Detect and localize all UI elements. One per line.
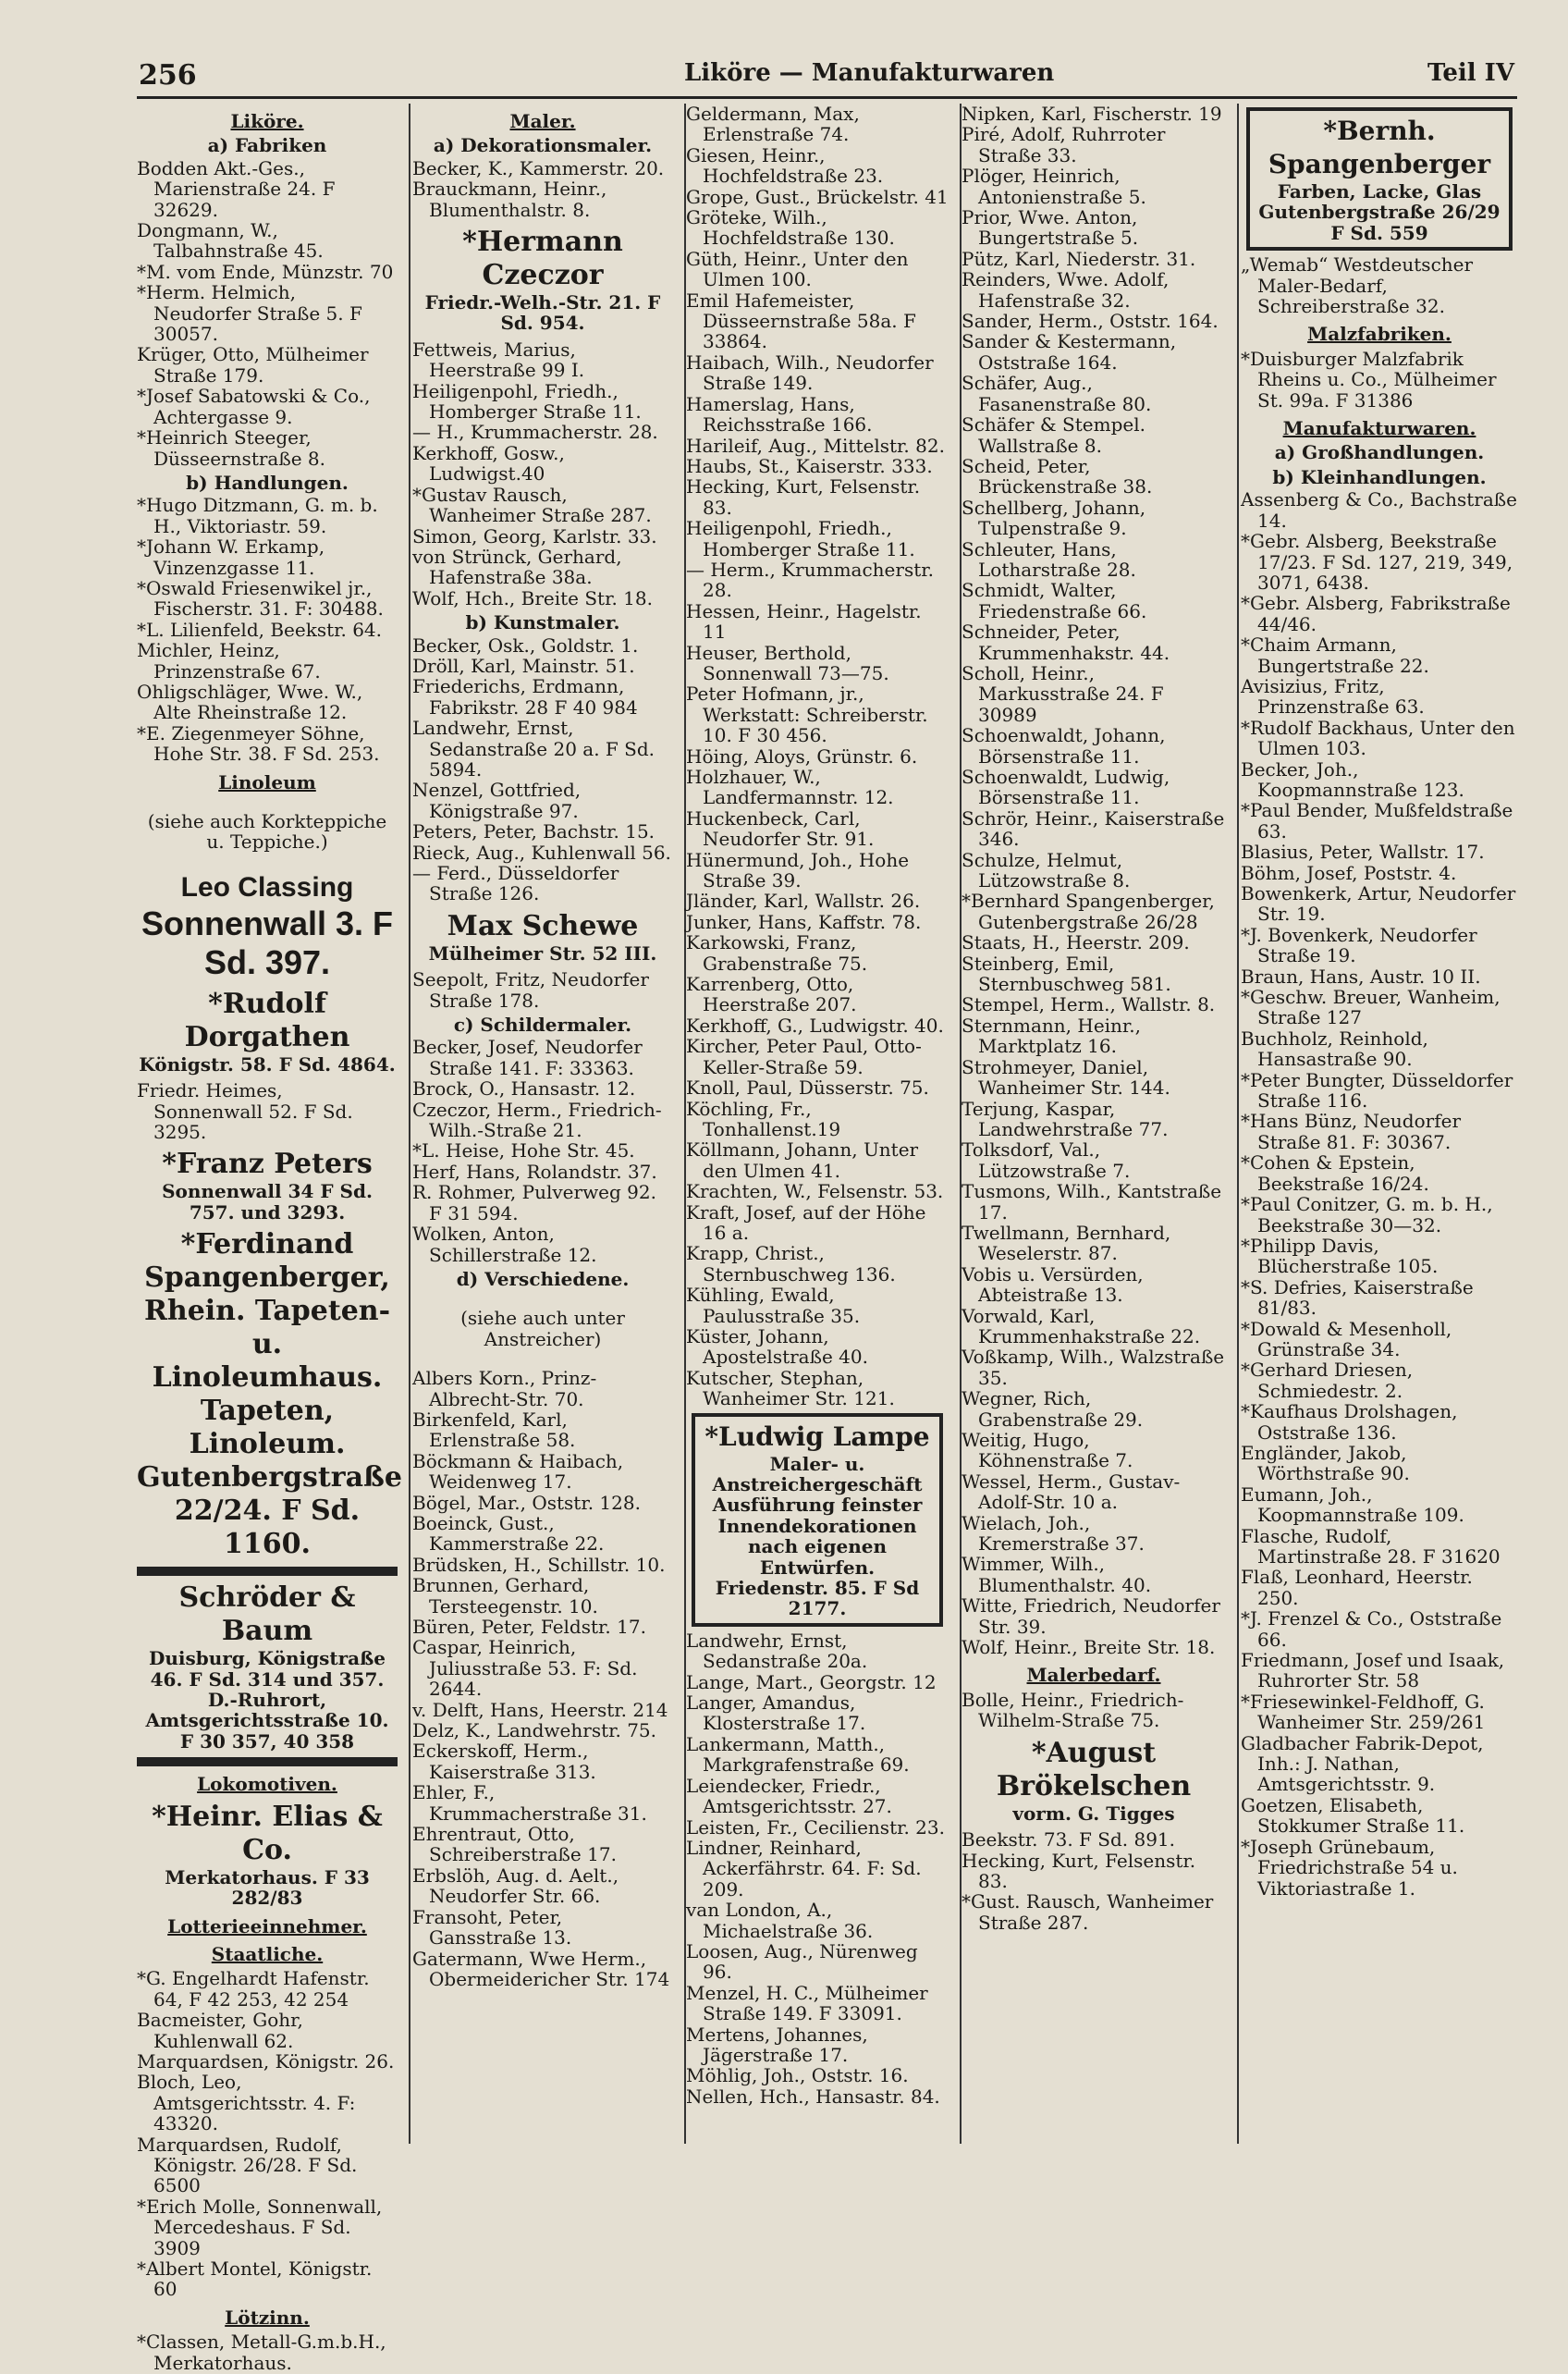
directory-entry: Michler, Heinz, Prinzenstraße 67. (137, 639, 321, 683)
directory-entry: Delz, K., Landwehrstr. 75. (412, 1719, 657, 1742)
directory-entry: *Rudolf Backhaus, Unter den Ulmen 103. (1241, 716, 1515, 760)
directory-entry: Herf, Hans, Rolandstr. 37. (412, 1160, 657, 1183)
directory-entry: Bodden Akt.-Ges., Marienstraße 24. F 32629. (137, 156, 336, 221)
directory-entry: Huckenbeck, Carl, Neudorfer Str. 91. (686, 806, 875, 851)
column-3 (686, 104, 949, 2144)
directory-entry: Harileif, Aug., Mittelstr. 82. (686, 434, 945, 457)
directory-entry: Kircher, Peter Paul, Otto-Keller-Straße 59. (686, 1035, 922, 1078)
directory-entry: Wolken, Anton, Schillerstraße 12. (412, 1223, 597, 1266)
directory-entry: Dongmann, W., Talbahnstraße 45. (137, 219, 324, 263)
directory-entry: Köllmann, Johann, Unter den Ulmen 41. (686, 1138, 919, 1182)
directory-entry: Becker, K., Kammerstr. 20. (412, 156, 665, 179)
directory-entry: Schneider, Peter, Krummenhakstr. 44. (962, 621, 1170, 664)
directory-entry: *Chaim Armann, Bungertstraße 22. (1241, 633, 1429, 677)
directory-entry: Krapp, Christ., Sternbuschweg 136. (686, 1242, 896, 1285)
directory-entry: Rieck, Aug., Kuhlenwall 56. (412, 841, 671, 864)
column-divider (409, 104, 410, 2144)
advertisement (962, 1737, 1226, 1824)
subsection-heading: d) Verschiedene. (456, 1267, 630, 1290)
directory-entry: Leiendecker, Friedr., Amtsgerichtsstr. 27. (686, 1774, 892, 1818)
subsection-heading: b) Kleinhandlungen. (1272, 465, 1487, 488)
directory-entry: *M. vom Ende, Münzstr. 70 (137, 260, 394, 283)
directory-entry: *Gerhard Driesen, Schmiedestr. 2. (1241, 1359, 1414, 1402)
directory-entry: Fransoht, Peter, Gansstraße 13. (412, 1905, 572, 1950)
directory-entry: Kerkhoff, G., Ludwigstr. 40. (686, 1014, 944, 1037)
directory-entry: *Peter Bungter, Düsseldorfer Straße 116. (1241, 1068, 1513, 1113)
directory-entry: Caspar, Heinrich, Juliusstraße 53. F: Sd. 2644. (412, 1636, 638, 1701)
directory-entry: Grope, Gust., Brückelstr. 41 (686, 185, 949, 208)
directory-entry: Peter Hofmann, jr., Werkstatt: Schreiberstr. 10. F 30 456. (686, 683, 928, 747)
ad-name: *Bernh. Spangenberger (1268, 116, 1491, 179)
directory-entry: Sander, Herm., Oststr. 164. (962, 310, 1219, 333)
directory-entry: Krüger, Otto, Mülheimer Straße 179. (137, 343, 369, 387)
directory-entry: Voßkamp, Wilh., Walzstraße 35. (962, 1346, 1225, 1389)
directory-entry: Wolf, Heinr., Breite Str. 18. (962, 1636, 1216, 1659)
directory-entry: Gatermann, Wwe Herm., Obermeidericher Str. 174 (412, 1947, 670, 1990)
column-4 (962, 104, 1226, 2144)
directory-entry: *Oswald Friesenwikel jr., Fischerstr. 31. F: 30488. (137, 576, 384, 621)
advertisement (412, 910, 673, 964)
directory-entry: *Philipp Davis, Blücherstraße 105. (1241, 1234, 1439, 1278)
directory-entry: Emil Hafemeister, Düsseernstraße 58a. F 33864. (686, 289, 916, 353)
directory-entry: Schäfer & Stempel. Wallstraße 8. (962, 413, 1145, 457)
directory-entry: Goetzen, Elisabeth, Stokkumer Straße 11. (1241, 1793, 1465, 1838)
directory-entry: Wimmer, Wilh., Blumenthalstr. 40. (962, 1553, 1152, 1596)
ad-line: Sonnenwall 34 F Sd. 757. und 3293. (162, 1180, 373, 1224)
directory-entry: v. Delft, Hans, Heerstr. 214 (412, 1698, 668, 1721)
directory-entry: Heuser, Berthold, Sonnenwall 73—75. (686, 641, 889, 684)
ad-line: F Sd. 559 (1330, 221, 1428, 244)
directory-entry: Witte, Friedrich, Neudorfer Str. 39. (962, 1594, 1220, 1638)
directory-entry: Plöger, Heinrich, Antonienstraße 5. (962, 165, 1146, 208)
column-5 (1241, 104, 1518, 2144)
directory-entry: Becker, Osk., Goldstr. 1. (412, 633, 639, 657)
directory-entry: *Paul Conitzer, G. m. b. H., Beekstraße 30—32. (1241, 1193, 1493, 1236)
directory-entry: Böckmann & Haibach, Weidenweg 17. (412, 1449, 624, 1494)
directory-entry: *Bernhard Spangenberger, Gutenbergstraße 26/28 (962, 890, 1215, 933)
ad-name: *Franz Peters (162, 1148, 373, 1181)
directory-entry: Schoenwaldt, Ludwig, Börsenstraße 11. (962, 766, 1170, 809)
directory-entry: Knoll, Paul, Düsserstr. 75. (686, 1076, 929, 1100)
directory-entry: Schleuter, Hans, Lotharstraße 28. (962, 537, 1136, 581)
directory-entry: Boeinck, Gust., Kammerstraße 22. (412, 1511, 605, 1556)
directory-entry: Menzel, H. C., Mülheimer Straße 149. F 33091. (686, 1981, 928, 2025)
directory-entry: *J. Frenzel & Co., Oststraße 66. (1241, 1607, 1502, 1651)
directory-entry: Karkowski, Franz, Grabenstraße 75. (686, 931, 868, 975)
directory-entry: *Dowald & Mesenholl, Grünstraße 34. (1241, 1317, 1452, 1360)
directory-entry: Becker, Joh., Koopmannstraße 123. (1241, 757, 1464, 801)
directory-entry: *Classen, Metall-G.m.b.H., Merkatorhaus. (137, 2331, 386, 2374)
directory-entry: Bolle, Heinr., Friedrich-Wilhelm-Straße 75. (962, 1688, 1184, 1732)
subsection-heading: b) Kunstmaler. (465, 611, 620, 634)
ad-line: Sonnenwall 3. F Sd. 397. (141, 904, 394, 981)
directory-entry: Eumann, Joh., Koopmannstraße 109. (1241, 1482, 1464, 1527)
directory-entry: van London, A., Michaelstraße 36. (686, 1899, 874, 1942)
directory-entry: Küster, Johann, Apostelstraße 40. (686, 1324, 868, 1369)
directory-entry: Wessel, Herm., Gustav-Adolf-Str. 10 a. (962, 1470, 1181, 1514)
directory-entry: Friedmann, Josef und Isaak, Ruhrorter Str. 58 (1241, 1649, 1505, 1692)
directory-entry: Scheid, Peter, Brückenstraße 38. (962, 454, 1153, 498)
directory-entry: *Geschw. Breuer, Wanheim, Straße 127 (1241, 986, 1501, 1029)
directory-entry: Steinberg, Emil, Sternbuschweg 581. (962, 952, 1171, 996)
directory-entry: Hecking, Kurt, Felsenstr. 83. (686, 475, 921, 519)
directory-entry: Becker, Josef, Neudorfer Straße 141. F: 33363. (412, 1036, 643, 1079)
ad-line: Friedenstr. 85. F Sd 2177. (715, 1577, 920, 1620)
directory-entry: Tusmons, Wilh., Kantstraße 17. (962, 1180, 1222, 1224)
directory-entry: Junker, Hans, Kaffstr. 78. (686, 910, 922, 933)
subsection-heading: c) Schildermaler. (453, 1014, 632, 1037)
directory-entry: *Hugo Ditzmann, G. m. b. H., Viktoriastr. 59. (137, 494, 378, 537)
directory-entry: Nenzel, Gottfried, Königstraße 97. (412, 779, 582, 822)
directory-entry: Ohligschläger, Wwe. W., Alte Rheinstraße 12. (137, 680, 363, 724)
advertisement (137, 1801, 398, 1909)
ad-line: D.-Ruhrort, Amtsgerichtsstraße 10. F 30 357, 40 358 (145, 1689, 389, 1753)
directory-entry: von Strünck, Gerhard, Hafenstraße 38a. (412, 545, 622, 589)
ad-name: *Ferdinand Spangenberger, Rhein. Tapeten- u. Linoleumhaus. Tapeten, Linoleum. Gutenbergstraße 22/24. F Sd. 1160. (137, 1228, 402, 1561)
directory-entry: Albers Korn., Prinz-Albrecht-Str. 70. (412, 1367, 597, 1410)
section-heading: Maler. (509, 110, 576, 132)
directory-entry: *Albert Montel, Königstr. 60 (137, 2257, 373, 2301)
subsection-heading: a) Fabriken (207, 134, 327, 157)
directory-entry: Fettweis, Marius, Heerstraße 99 I. (412, 338, 585, 382)
directory-entry: Karrenberg, Otto, Heerstraße 207. (686, 973, 857, 1016)
ad-line: Merkatorhaus. F 33 282/83 (165, 1865, 370, 1910)
directory-entry: Bowenkerk, Artur, Neudorfer Str. 19. (1241, 882, 1516, 926)
directory-entry: Büren, Peter, Feldstr. 17. (412, 1616, 646, 1638)
directory-entry: Heiligenpohl, Friedh., Homberger Straße 11. (686, 517, 915, 560)
directory-entry: Höing, Aloys, Grünstr. 6. (686, 744, 918, 768)
directory-entry: Lindner, Reinhard, Ackerfährstr. 64. F: Sd. 209. (686, 1836, 922, 1900)
advertisement (137, 988, 398, 1075)
ad-line: Königstr. 58. F Sd. 4864. (139, 1052, 396, 1076)
directory-entry: Beekstr. 73. F Sd. 891. (962, 1828, 1176, 1851)
directory-entry: Stempel, Herm., Wallstr. 8. (962, 993, 1216, 1016)
directory-entry: Tolksdorf, Val., Lützowstraße 7. (962, 1138, 1131, 1182)
directory-entry: Köchling, Fr., Tonhallenst.19 (686, 1097, 841, 1140)
ad-name: *August Brökelschen (996, 1736, 1192, 1802)
directory-entry: — Herm., Krummacherstr. 28. (686, 558, 934, 602)
directory-entry: Marquardsen, Königstr. 26. (137, 2049, 395, 2073)
ad-line: Mülheimer Str. 52 III. (428, 941, 657, 965)
ad-name: Schröder & Baum (178, 1581, 356, 1648)
directory-entry: Geldermann, Max, Erlenstraße 74. (686, 103, 860, 146)
page-number: 256 (139, 59, 197, 92)
directory-entry: Schmidt, Walter, Friedenstraße 66. (962, 579, 1147, 622)
directory-entry: — Ferd., Düsseldorfer Straße 126. (412, 862, 619, 905)
advertisement (1246, 107, 1513, 251)
directory-entry: Holzhauer, W., Landfermannstr. 12. (686, 766, 894, 809)
directory-entry: Brock, O., Hansastr. 12. (412, 1077, 636, 1101)
directory-entry: „Wemab“ Westdeutscher Maler-Bedarf, Schreiberstraße 32. (1241, 253, 1474, 318)
directory-entry: Marquardsen, Rudolf, Königstr. 26/28. F Sd. 6500 (137, 2133, 358, 2197)
directory-entry: Hamerslag, Hans, Reichsstraße 166. (686, 392, 873, 437)
directory-entry: Sander & Kestermann, Oststraße 164. (962, 330, 1177, 374)
directory-entry: Landwehr, Ernst, Sedanstraße 20a. (686, 1629, 868, 1673)
directory-entry: Vobis u. Versürden, Abteistraße 13. (962, 1262, 1144, 1307)
directory-entry: *J. Bovenkerk, Neudorfer Straße 19. (1241, 923, 1477, 967)
directory-entry: Brüdsken, H., Schillstr. 10. (412, 1553, 666, 1576)
directory-entry: Seepolt, Fritz, Neudorfer Straße 178. (412, 968, 649, 1012)
directory-entry: Gladbacher Fabrik-Depot, Inh.: J. Nathan, Amtsgerichtsstr. 9. (1241, 1731, 1484, 1796)
directory-entry: *Gebr. Alsberg, Fabrikstraße 44/46. (1241, 592, 1511, 635)
directory-entry: *Hans Bünz, Neudorfer Straße 81. F: 30367. (1241, 1110, 1461, 1153)
directory-entry: *Paul Bender, Mußfeldstraße 63. (1241, 799, 1513, 843)
directory-entry: — H., Krummacherstr. 28. (412, 421, 658, 444)
advertisement (692, 1413, 943, 1627)
advertisement (137, 1148, 398, 1223)
directory-entry: Schellberg, Johann, Tulpenstraße 9. (962, 496, 1146, 540)
header-rule (137, 96, 1517, 99)
directory-entry: Engländer, Jakob, Wörthstraße 90. (1241, 1441, 1410, 1485)
directory-entry: Lankermann, Matth., Markgrafenstraße 69. (686, 1732, 910, 1777)
directory-entry: *Josef Sabatowski & Co., Achtergasse 9. (137, 385, 371, 428)
ad-line: Maler- u. Anstreichergeschäft Ausführung feinster Innendekorationen nach eigenen Entwürfen. (712, 1452, 923, 1579)
directory-entry: Ehler, F., Krummacherstraße 31. (412, 1781, 647, 1825)
directory-entry: *Joseph Grünebaum, Friedrichstraße 54 u. Viktoriastraße 1. (1241, 1835, 1458, 1900)
directory-entry: Czeczor, Herm., Friedrich-Wilh.-Straße 21. (412, 1098, 662, 1142)
directory-entry: *Johann W. Erkamp, Vinzenzgasse 11. (137, 535, 325, 579)
directory-entry: Krachten, W., Felsenstr. 53. (686, 1180, 944, 1203)
ad-name: *Heinr. Elias & Co. (152, 1800, 383, 1866)
directory-entry: Haibach, Wilh., Neudorfer Straße 149. (686, 351, 934, 395)
directory-entry: Nellen, Hch., Hansastr. 84. (686, 2085, 940, 2108)
directory-entry: Gröteke, Wilh., Hochfeldstraße 130. (686, 206, 895, 250)
directory-entry: Braun, Hans, Austr. 10 II. (1241, 965, 1481, 988)
directory-entry: Schoenwaldt, Johann, Börsenstraße 11. (962, 724, 1166, 768)
subsection-heading: b) Handlungen. (186, 471, 349, 494)
directory-entry: Blasius, Peter, Wallstr. 17. (1241, 841, 1485, 864)
ad-name: *Hermann Czeczor (462, 226, 623, 292)
directory-entry: Landwehr, Ernst, Sedanstraße 20 a. F Sd. 5894. (412, 717, 655, 781)
directory-entry: Staats, H., Heerstr. 209. (962, 931, 1190, 954)
directory-entry: Langer, Amandus, Klosterstraße 17. (686, 1691, 866, 1735)
directory-entry: Ehrentraut, Otto, Schreiberstraße 17. (412, 1823, 617, 1866)
directory-entry: *Kaufhaus Drolshagen, Oststraße 136. (1241, 1400, 1458, 1444)
directory-entry: Güth, Heinr., Unter den Ulmen 100. (686, 247, 909, 291)
directory-entry: Peters, Peter, Bachstr. 15. (412, 820, 655, 843)
directory-entry: Kerkhoff, Gosw., Ludwigst.40 (412, 441, 565, 486)
directory-entry: Prior, Wwe. Anton, Bungertstraße 5. (962, 206, 1139, 250)
directory-entry: Brunnen, Gerhard, Tersteegenstr. 10. (412, 1574, 598, 1618)
directory-entry: *Duisburger Malzfabrik Rheins u. Co., Mülheimer St. 99a. F 31386 (1241, 347, 1497, 412)
column-divider (1237, 104, 1239, 2144)
directory-entry: Sternmann, Heinr., Marktplatz 16. (962, 1014, 1142, 1058)
directory-entry: Hecking, Kurt, Felsenstr. 83. (962, 1849, 1196, 1892)
directory-entry: Bacmeister, Gohr, Kuhlenwall 62. (137, 2009, 303, 2052)
directory-entry: Twellmann, Bernhard, Weselerstr. 87. (962, 1221, 1171, 1265)
directory-entry: Brauckmann, Heinr., Blumenthalstr. 8. (412, 178, 607, 221)
section-heading: Lotterieeinnehmer. (167, 1914, 367, 1937)
directory-entry: Kutscher, Stephan, Wanheimer Str. 121. (686, 1366, 895, 1410)
directory-entry: Jländer, Karl, Wallstr. 26. (686, 890, 921, 913)
subsection-heading: a) Dekorationsmaler. (433, 134, 653, 157)
directory-entry: Birkenfeld, Karl, Erlenstraße 58. (412, 1408, 576, 1452)
section-heading: Lokomotiven. (197, 1773, 337, 1796)
ad-line: Duisburg, Königstraße 46. F Sd. 314 und 357. (148, 1647, 386, 1691)
directory-entry: Assenberg & Co., Bachstraße 14. (1241, 488, 1517, 532)
directory-entry: Buchholz, Reinhold, Hansastraße 90. (1241, 1027, 1428, 1071)
directory-entry: Mertens, Johannes, Jägerstraße 17. (686, 2023, 868, 2066)
directory-entry: Wegner, Rich, Grabenstraße 29. (962, 1387, 1144, 1431)
directory-entry: Reinders, Wwe. Adolf, Hafenstraße 32. (962, 268, 1170, 312)
directory-entry: Bögel, Mar., Oststr. 128. (412, 1491, 641, 1514)
directory-entry: Erbslöh, Aug. d. Aelt., Neudorfer Str. 66. (412, 1864, 619, 1908)
directory-entry: Loosen, Aug., Nürenweg 96. (686, 1939, 918, 1984)
ad-name: Leo Classing (180, 871, 354, 903)
directory-entry: Vorwald, Karl, Krummenhakstraße 22. (962, 1304, 1201, 1347)
directory-entry: Bloch, Leo, Amtsgerichtsstr. 4. F: 43320. (137, 2071, 356, 2135)
section-heading: Manufakturwaren. (1282, 417, 1476, 440)
section-heading: Lötzinn. (225, 2306, 310, 2329)
part-label: Teil IV (1427, 59, 1514, 87)
section-note: (siehe auch Korkteppiche u. Teppiche.) (147, 810, 387, 854)
advertisement (137, 1567, 398, 1766)
section-heading: Linoleum (218, 770, 316, 793)
directory-entry: Pütz, Karl, Niederstr. 31. (962, 247, 1196, 270)
directory-entry: Eckerskoff, Herm., Kaiserstraße 313. (412, 1740, 596, 1783)
ad-line: vorm. G. Tigges (1012, 1802, 1175, 1825)
directory-entry: *Friesewinkel-Feldhoff, G. Wanheimer Str. 259/261 (1241, 1690, 1486, 1734)
advertisement (137, 871, 398, 982)
directory-entry: R. Rohmer, Pulverweg 92. F 31 594. (412, 1181, 656, 1224)
column-2 (412, 104, 673, 2144)
ad-name: *Ludwig Lampe (704, 1421, 930, 1452)
directory-entry: *Gust. Rausch, Wanheimer Straße 287. (962, 1890, 1214, 1934)
directory-entry: Wielach, Joh., Kremerstraße 37. (962, 1511, 1145, 1556)
directory-entry: *Gebr. Alsberg, Beekstraße 17/23. F Sd. 127, 219, 349, 3071, 6438. (1241, 530, 1513, 594)
directory-entry: Piré, Adolf, Ruhrroter Straße 33. (962, 123, 1166, 166)
directory-entry: *Cohen & Epstein, Beekstraße 16/24. (1241, 1151, 1429, 1195)
subsection-heading: a) Großhandlungen. (1274, 441, 1485, 464)
directory-entry: Wolf, Hch., Breite Str. 18. (412, 586, 653, 609)
directory-entry: Flasche, Rudolf, Martinstraße 28. F 31620 (1241, 1524, 1501, 1568)
directory-entry: Flaß, Leonhard, Heerstr. 250. (1241, 1566, 1473, 1609)
column-1 (137, 104, 402, 2374)
directory-entry: Böhm, Josef, Poststr. 4. (1241, 861, 1457, 884)
directory-entry: *L. Lilienfeld, Beekstr. 64. (137, 618, 383, 641)
directory-entry: Weitig, Hugo, Köhnenstraße 7. (962, 1429, 1133, 1472)
directory-entry: Möhlig, Joh., Oststr. 16. (686, 2064, 909, 2087)
directory-entry: Hünermund, Joh., Hohe Straße 39. (686, 848, 910, 892)
directory-entry: Strohmeyer, Daniel, Wanheimer Str. 144. (962, 1055, 1170, 1100)
directory-entry: Friedr. Heimes, Sonnenwall 52. F Sd. 3295. (137, 1079, 353, 1144)
section-heading: Malzfabriken. (1307, 323, 1452, 346)
directory-entry: *Heinrich Steeger, Düsseernstraße 8. (137, 426, 325, 470)
section-note: (siehe auch unter Anstreicher) (460, 1307, 625, 1350)
directory-entry: *L. Heise, Hohe Str. 45. (412, 1139, 635, 1162)
directory-entry: Heiligenpohl, Friedh., Homberger Straße 11. (412, 379, 642, 424)
advertisement (412, 226, 673, 334)
ad-line: Friedr.-Welh.-Str. 21. F Sd. 954. (424, 291, 661, 335)
directory-entry: Hessen, Heinr., Hagelstr. 11 (686, 599, 922, 644)
directory-entry: Terjung, Kaspar, Landwehrstraße 77. (962, 1097, 1169, 1140)
directory-entry: *Herm. Helmich, Neudorfer Straße 5. F 30057. (137, 281, 362, 346)
directory-entry: Schulze, Helmut, Lützowstraße 8. (962, 848, 1131, 892)
directory-entry: *G. Engelhardt Hafenstr. 64, F 42 253, 42 254 (137, 1967, 370, 2011)
directory-entry: *E. Ziegenmeyer Söhne, Hohe Str. 38. F Sd. 253. (137, 721, 380, 766)
section-heading: Staatliche. (211, 1942, 324, 1965)
directory-entry: Scholl, Heinr., Markusstraße 24. F 30989 (962, 661, 1164, 726)
ad-name: *Rudolf Dorgathen (184, 987, 350, 1053)
ad-line: Farben, Lacke, Glas Gutenbergstraße 26/29 (1258, 180, 1501, 224)
directory-entry: *Erich Molle, Sonnenwall, Mercedeshaus. F Sd. 3909 (137, 2195, 383, 2259)
directory-entry: Dröll, Karl, Mainstr. 51. (412, 654, 635, 677)
directory-entry: Avisizius, Fritz, Prinzenstraße 63. (1241, 674, 1425, 719)
directory-entry: Schäfer, Aug., Fasanenstraße 80. (962, 372, 1152, 415)
running-title: Liköre — Manufakturwaren (684, 59, 1055, 87)
directory-entry: *Gustav Rausch, Wanheimer Straße 287. (412, 483, 652, 527)
directory-entry: Leisten, Fr., Cecilienstr. 23. (686, 1815, 945, 1839)
directory-entry: Schrör, Heinr., Kaiserstraße 346. (962, 806, 1225, 851)
directory-entry: Lange, Mart., Georgstr. 12 (686, 1670, 937, 1693)
advertisement (137, 1228, 402, 1561)
directory-entry: Kühling, Ewald, Paulusstraße 35. (686, 1284, 861, 1327)
ad-name: Max Schewe (447, 909, 639, 942)
directory-entry: Kraft, Josef, auf der Höhe 16 a. (686, 1200, 926, 1244)
directory-entry: Haubs, St., Kaiserstr. 333. (686, 454, 933, 477)
section-heading: Liköre. (230, 110, 304, 132)
section-heading: Malerbedarf. (1026, 1664, 1161, 1687)
directory-entry: Simon, Georg, Karlstr. 33. (412, 524, 657, 547)
directory-entry: Giesen, Heinr., Hochfeldstraße 23. (686, 143, 884, 188)
directory-entry: Friederichs, Erdmann, Fabrikstr. 28 F 40 984 (412, 675, 638, 719)
directory-entry: Nipken, Karl, Fischerstr. 19 (962, 103, 1222, 125)
directory-entry: *S. Defries, Kaiserstraße 81/83. (1241, 1275, 1474, 1320)
